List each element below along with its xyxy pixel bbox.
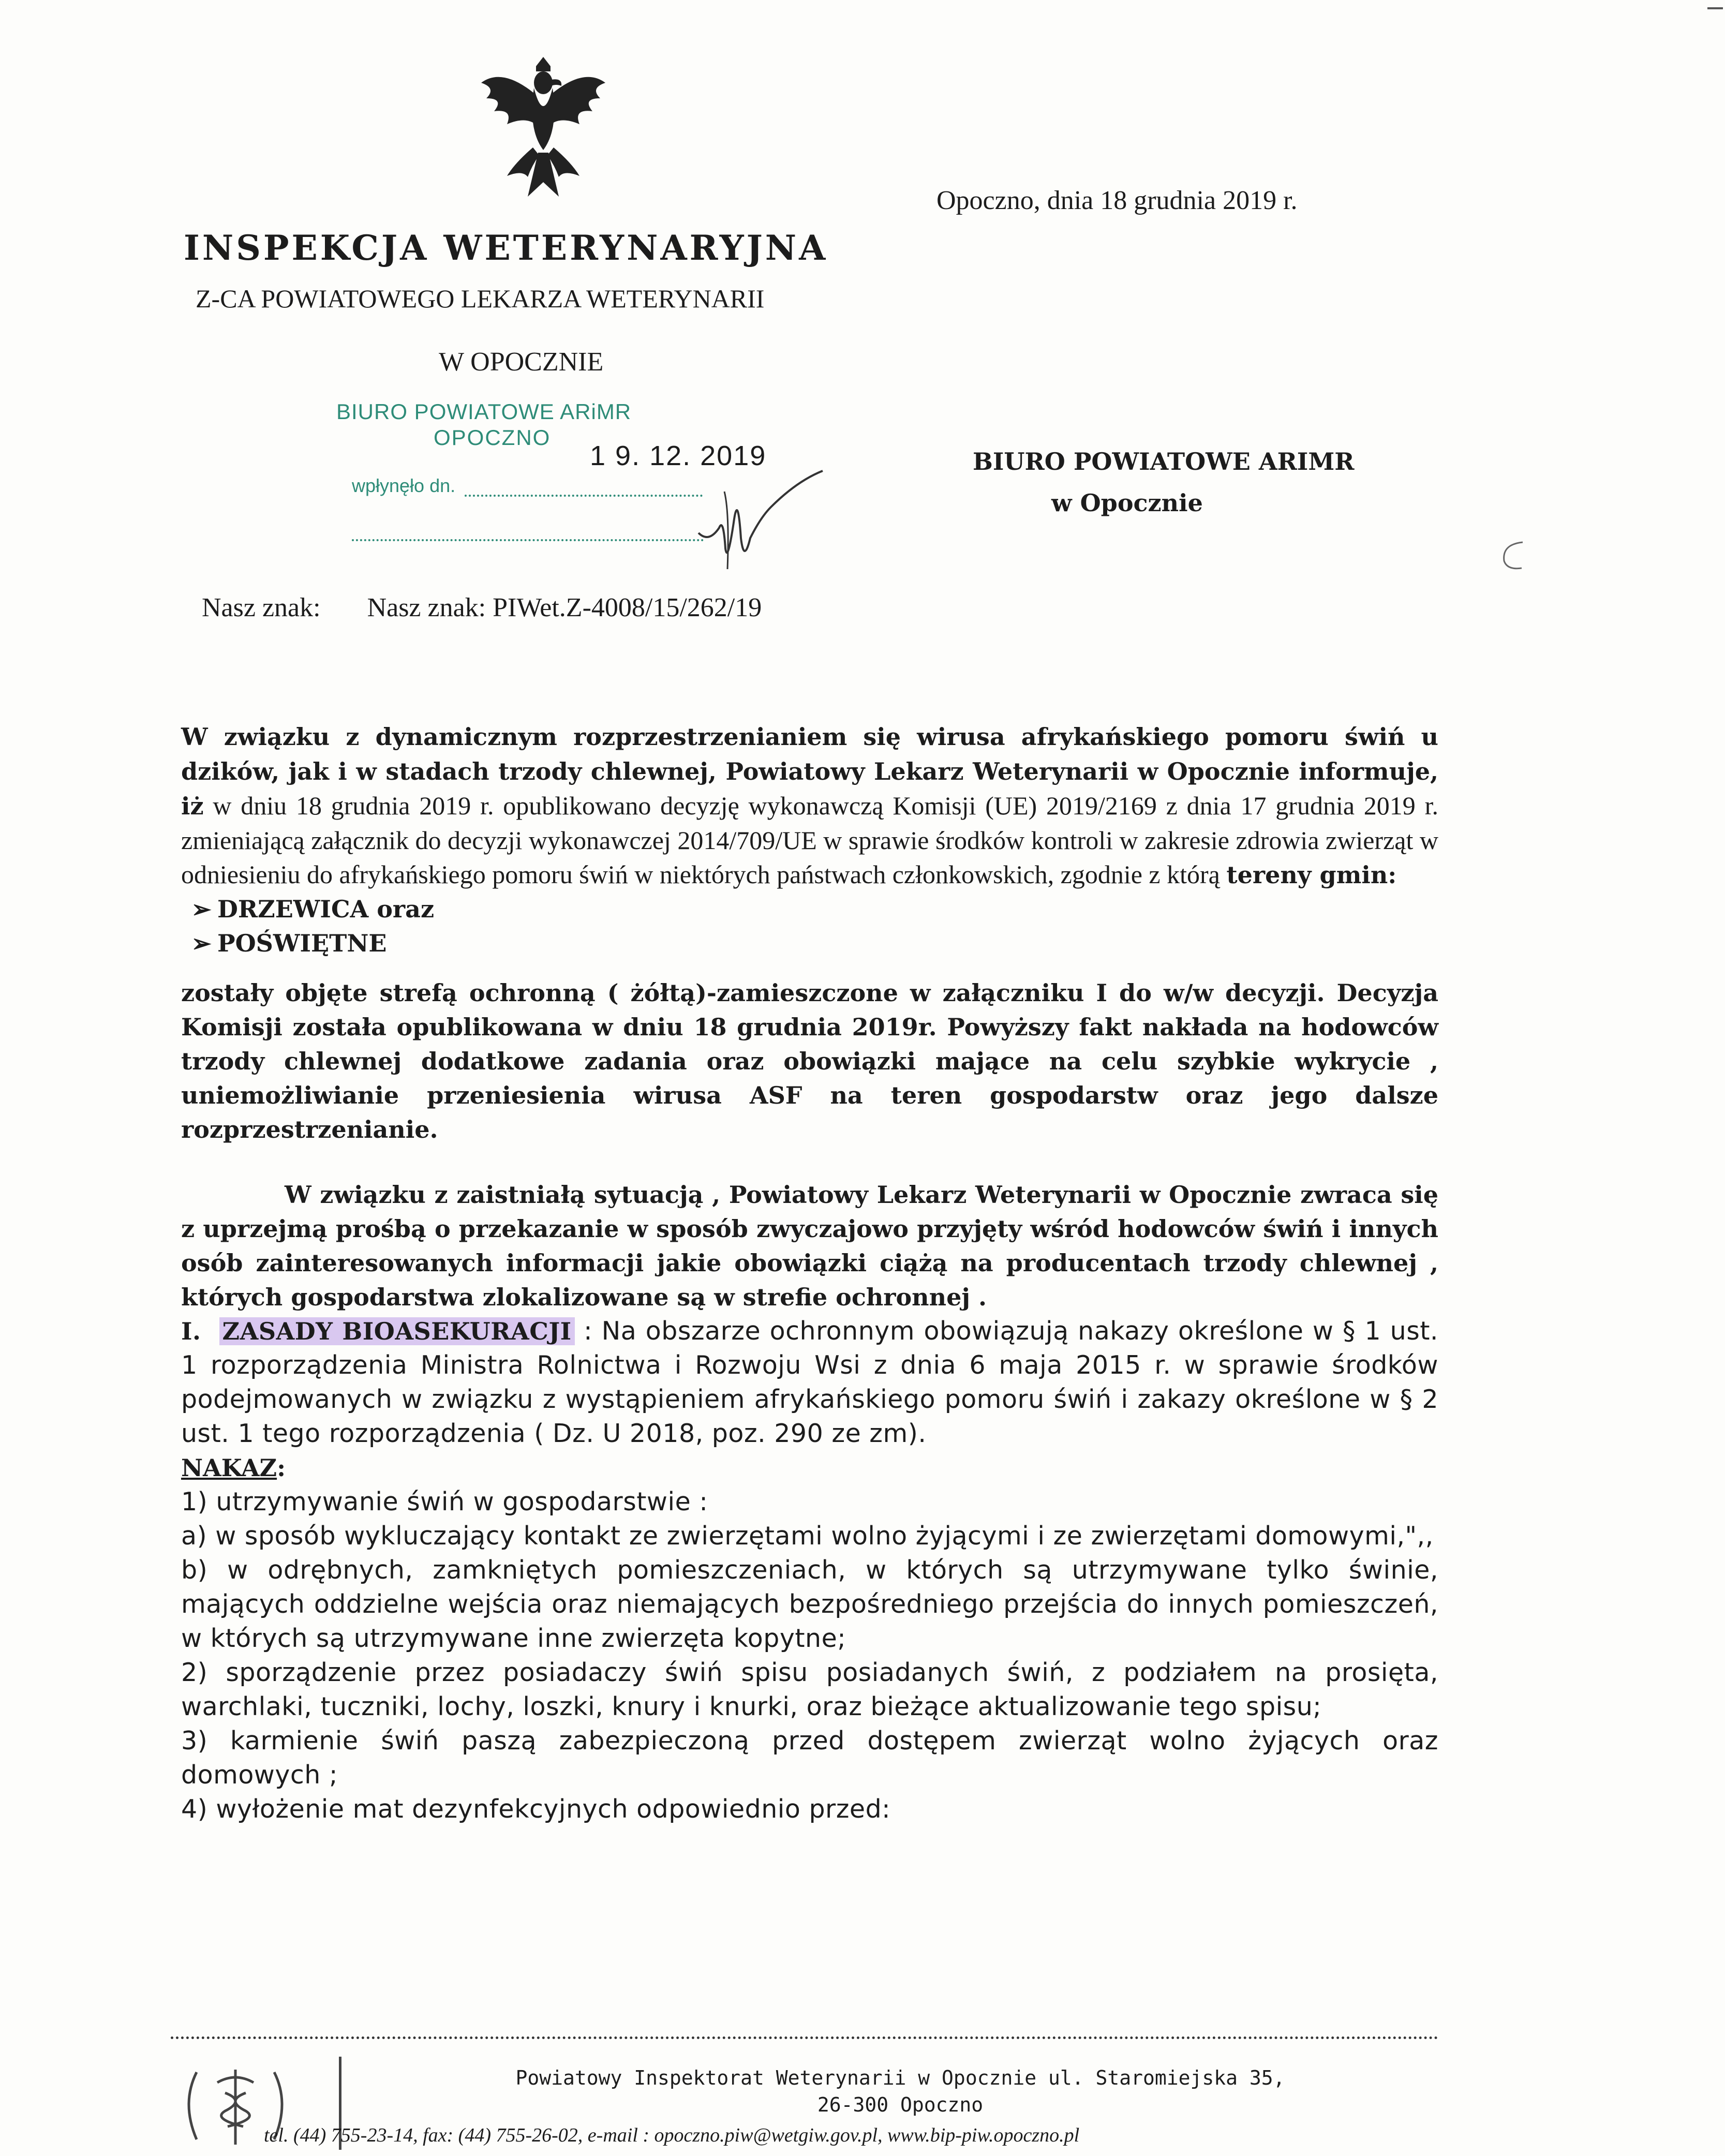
addressee-line-2: w Opocznie bbox=[1051, 489, 1203, 517]
reference-value: Nasz znak: PIWet.Z-4008/15/262/19 bbox=[367, 593, 762, 622]
signature-icon bbox=[693, 460, 828, 579]
reference-line bbox=[202, 592, 762, 623]
margin-mark-icon bbox=[1498, 538, 1529, 574]
document-date: Opoczno, dnia 18 grudnia 2019 r. bbox=[936, 186, 1298, 215]
section-title: ZASADY BIOASEKURACJI bbox=[219, 1317, 575, 1345]
footer-divider bbox=[171, 2036, 1438, 2039]
addressee-block bbox=[973, 441, 1354, 524]
stamp-office: BIURO POWIATOWE ARiMR bbox=[336, 399, 632, 424]
section-paragraph bbox=[181, 1314, 1438, 1451]
nakaz-label: NAKAZ bbox=[181, 1454, 277, 1482]
footer-address-line-2: 26-300 Opoczno bbox=[817, 2093, 984, 2116]
nakaz-heading bbox=[181, 1451, 1438, 1485]
footer-contact: tel. (44) 755-23-14, fax: (44) 755-26-02, e-mail : opoczno.piw@wetgiw.gov.pl, www.bip-piw.opoczno.pl bbox=[264, 2124, 1080, 2146]
stamp-dotted-line bbox=[465, 495, 703, 497]
section-number: I. bbox=[181, 1317, 201, 1345]
gmina-item bbox=[181, 926, 1438, 960]
nakaz-item: 1) utrzymywanie świń w gospodarstwie : bbox=[181, 1487, 708, 1516]
stamp-dotted-line-2 bbox=[352, 539, 704, 541]
footer-address-line-1: Powiatowy Inspektorat Weterynarii w Opocznie ul. Staromiejska 35, bbox=[515, 2066, 1285, 2089]
arrow-bullet-icon: ➢ bbox=[191, 895, 212, 923]
institution-title: INSPEKCJA WETERYNARYJNA bbox=[184, 228, 828, 268]
stamp-received-label: wpłynęło dn. bbox=[352, 475, 456, 496]
letter-body bbox=[181, 719, 1438, 1826]
nakaz-item: 3) karmienie świń paszą zabezpieczoną przed dostępem zwierząt wolno żyjących oraz domowych ; bbox=[181, 1726, 1438, 1790]
nakaz-item: 4) wyłożenie mat dezynfekcyjnych odpowiednio przed: bbox=[181, 1794, 891, 1824]
stamp-town: OPOCZNO bbox=[434, 425, 551, 450]
intro-text: w dniu 18 grudnia 2019 r. opublikowano decyzję wykonawczą Komisji (UE) 2019/2169 z dnia 17 grudnia 2019 r. zmieniającą załącznik do decyzji wykonawczej 2014/709/UE w sprawie środków kontroli w zakresie zdrowia zwierząt w odniesieniu do afrykańskiego pomoru świń w niektórych państwach członkowskich, zgodnie z którą bbox=[181, 791, 1438, 889]
intro-paragraph bbox=[181, 719, 1438, 892]
intro-bold-text: W związku z dynamicznym rozprzestrzenianiem się wirusa afrykańskiego pomoru świń u dzików, jak i w stadach trzody chlewnej, Powiatowy Lekarz Weterynarii w Opocznie informuje, iż bbox=[181, 723, 1438, 820]
section-text: : Na obszarze ochronnym obowiązują nakazy określone w § 1 ust. 1 rozporządzenia Ministra Rolnictwa i Rozwoju Wsi z dnia 6 maja 2015 r. w sprawie środków podejmowanych w związku z wystąpieniem afrykańskiego pomoru świń i zakazy określone w § 2 ust. 1 tego rozporządzenia ( Dz. U 2018, poz. 290 ze zm). bbox=[181, 1316, 1439, 1448]
addressee-line-1: BIURO POWIATOWE ARIMR bbox=[973, 448, 1355, 475]
arrow-bullet-icon: ➢ bbox=[191, 929, 212, 957]
eagle-emblem-icon bbox=[466, 47, 621, 207]
deputy-title: Z-CA POWIATOWEGO LEKARZA WETERYNARII bbox=[196, 284, 765, 313]
page-edge-mark bbox=[1707, 7, 1723, 9]
nakaz-colon: : bbox=[277, 1454, 286, 1482]
received-stamp bbox=[321, 393, 767, 548]
request-paragraph: W związku z zaistniałą sytuacją , Powiatowy Lekarz Weterynarii w Opocznie zwraca się z uprzejmą prośbą o przekazanie w sposób zwyczajowo przyjęty wśród hodowców świń i innych osób zainteresowanych informacji jakie obowiązki ciążą na producentach trzody chlewnej , których gospodarstwa zlokalizowane są w strefie ochronnej . bbox=[181, 1181, 1438, 1311]
nakaz-item: b) w odrębnych, zamkniętych pomieszczeniach, w których są utrzymywane tylko świnie, mających oddzielne wejścia oraz niemających bezpośredniego przejścia do innych pomieszczeń, w których są utrzymywane inne zwierzęta kopytne; bbox=[181, 1555, 1438, 1653]
nakaz-item: a) w sposób wykluczający kontakt ze zwierzętami wolno żyjącymi i ze zwierzętami domowymi,",, bbox=[181, 1521, 1434, 1551]
office-town: W OPOCZNIE bbox=[439, 347, 604, 377]
intro-tail-text: tereny gmin: bbox=[1226, 861, 1397, 889]
stamp-received-date: 1 9. 12. 2019 bbox=[590, 440, 767, 471]
nakaz-item: 2) sporządzenie przez posiadaczy świń spisu posiadanych świń, z podziałem na prosięta, warchlaki, tuczniki, lochy, loszki, knury i knurki, oraz bieżące aktualizowanie tego spisu; bbox=[181, 1658, 1438, 1721]
gmina-name: DRZEWICA oraz bbox=[217, 895, 435, 923]
footer-address bbox=[357, 2064, 1444, 2118]
zone-paragraph: zostały objęte strefą ochronną ( żółtą)-zamieszczone w załączniku I do w/w decyzji. Decyzja Komisji została opublikowana w dniu 18 grudnia 2019r. Powyższy fakt nakłada na hodowców trzody chlewnej dodatkowe zadania oraz obowiązki mające na celu szybkie wykrycie , uniemożliwianie przeniesienia wirusa ASF na teren gospodarstw oraz jego dalsze rozprzestrzenianie. bbox=[181, 979, 1438, 1143]
reference-label: Nasz znak: bbox=[202, 593, 321, 622]
gmina-name: POŚWIĘTNE bbox=[217, 929, 387, 957]
gmina-item bbox=[181, 892, 1438, 926]
